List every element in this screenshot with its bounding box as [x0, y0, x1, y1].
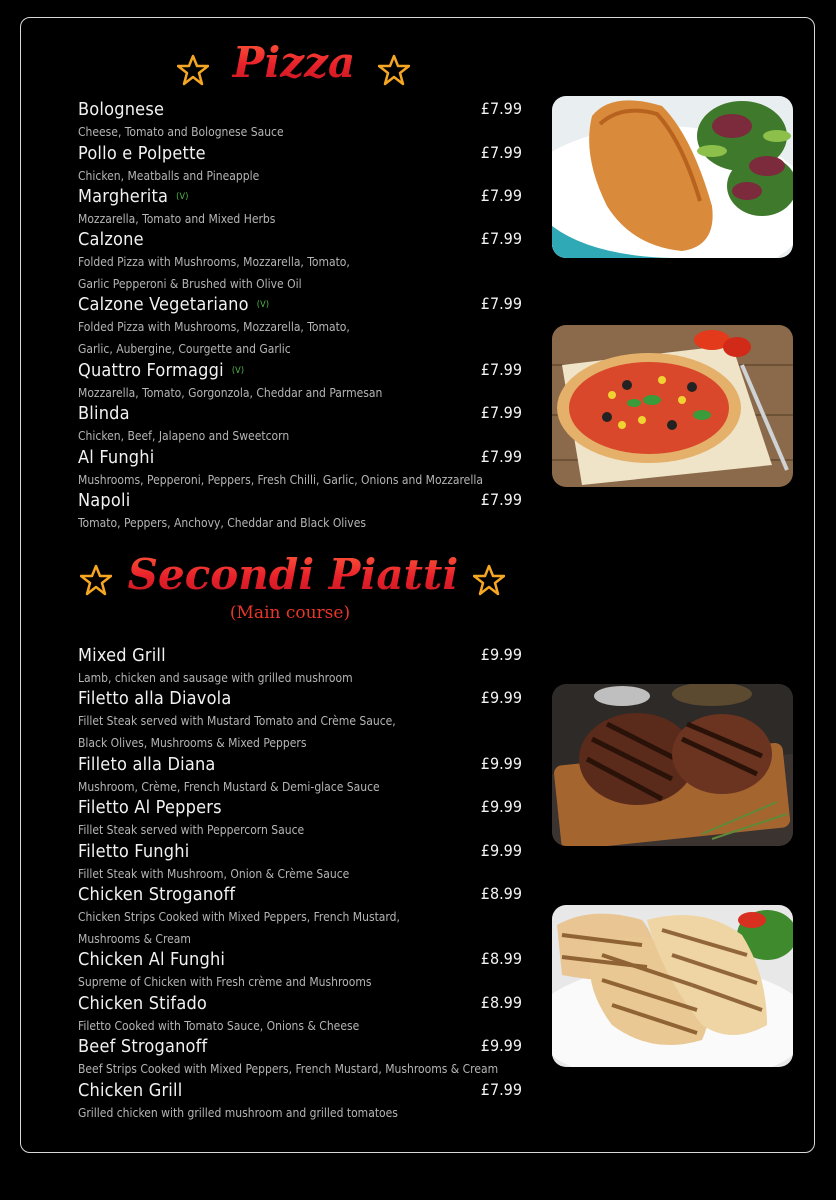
item-description: Black Olives, Mushrooms & Mixed Peppers: [78, 735, 307, 750]
item-description: Chicken, Meatballs and Pineapple: [78, 169, 260, 183]
item-name-text: Filetto Al Peppers: [78, 797, 222, 818]
item-description: Beef Strips Cooked with Mixed Peppers, French Mustard, Mushrooms & Cream: [78, 1062, 499, 1076]
item-description: Chicken Strips Cooked with Mixed Peppers, French Mustard,: [78, 910, 400, 924]
item-name: [78, 294, 269, 315]
item-price: £7.99: [480, 186, 522, 205]
item-name: [78, 447, 154, 468]
item-name-text: Chicken Stroganoff: [78, 884, 236, 905]
star-icon: [80, 564, 112, 596]
item-name-text: Mixed Grill: [78, 645, 166, 666]
item-price: £9.99: [480, 645, 522, 664]
item-name-text: Beef Stroganoff: [78, 1036, 208, 1057]
star-icon: [177, 54, 209, 86]
item-description: Mozzarella, Tomato and Mixed Herbs: [78, 212, 276, 226]
vegetarian-badge: (V): [176, 192, 189, 202]
item-name-text: Filetto Funghi: [78, 841, 190, 862]
item-price: £7.99: [480, 1080, 522, 1099]
item-price: £8.99: [480, 884, 522, 903]
item-name: [78, 229, 144, 250]
item-description: Garlic, Aubergine, Courgette and Garlic: [78, 341, 291, 356]
item-price: £7.99: [480, 490, 522, 509]
item-name-text: Napoli: [78, 490, 131, 511]
pizza-heading: Pizza: [215, 38, 373, 87]
item-name-text: Pollo e Polpette: [78, 143, 206, 164]
item-description: Mozzarella, Tomato, Gorgonzola, Cheddar and Parmesan: [78, 386, 383, 400]
item-description: Mushrooms, Pepperoni, Peppers, Fresh Chilli, Garlic, Onions and Mozzarella: [78, 473, 483, 487]
item-price: £9.99: [480, 688, 522, 707]
pizza-photo: [552, 325, 793, 487]
item-description: Garlic Pepperoni & Brushed with Olive Oil: [78, 276, 302, 291]
item-price: £9.99: [480, 797, 522, 816]
item-name-text: Margherita: [78, 186, 169, 207]
star-icon: [378, 54, 410, 86]
item-description: Folded Pizza with Mushrooms, Mozzarella, Tomato,: [78, 255, 350, 269]
item-name: [78, 797, 222, 818]
item-name: [78, 949, 225, 970]
item-name: [78, 360, 244, 381]
item-price: £9.99: [480, 841, 522, 860]
item-name: [78, 841, 189, 862]
item-name-text: Al Funghi: [78, 447, 155, 468]
item-name: [78, 403, 130, 424]
item-name-text: Filleto alla Diana: [78, 754, 216, 775]
item-price: £7.99: [480, 294, 522, 313]
grilled-chicken-photo: [552, 905, 793, 1067]
item-name-text: Quattro Formaggi: [78, 360, 224, 381]
item-name-text: Chicken Grill: [78, 1080, 183, 1101]
item-description: Lamb, chicken and sausage with grilled mushroom: [78, 671, 353, 685]
item-description: Tomato, Peppers, Anchovy, Cheddar and Black Olives: [78, 516, 366, 530]
item-price: £8.99: [480, 993, 522, 1012]
steak-photo: [552, 684, 793, 846]
item-description: Filetto Cooked with Tomato Sauce, Onions & Cheese: [78, 1019, 360, 1033]
vegetarian-badge: (V): [256, 300, 270, 310]
item-description: Cheese, Tomato and Bolognese Sauce: [78, 125, 284, 139]
item-price: £9.99: [480, 754, 522, 773]
item-name: [78, 1080, 182, 1101]
item-price: £7.99: [480, 360, 522, 379]
item-description: Mushrooms & Cream: [78, 931, 191, 946]
secondi-subtitle: (Main course): [229, 603, 351, 623]
item-name-text: Blinda: [78, 403, 130, 424]
item-description: Grilled chicken with grilled mushroom and grilled tomatoes: [78, 1106, 398, 1120]
item-name: [78, 490, 130, 511]
item-price: £7.99: [480, 99, 522, 118]
item-price: £7.99: [480, 447, 522, 466]
item-name: [78, 688, 232, 709]
item-name: [78, 884, 235, 905]
item-name-text: Chicken Al Funghi: [78, 949, 226, 970]
item-name: [78, 993, 207, 1014]
item-name: [78, 645, 166, 666]
calzone-photo: [552, 96, 793, 258]
item-name-text: Chicken Stifado: [78, 993, 208, 1014]
item-description: Mushroom, Crème, French Mustard & Demi-glace Sauce: [78, 780, 380, 794]
vegetarian-badge: (V): [231, 366, 245, 376]
item-description: Supreme of Chicken with Fresh crème and Mushrooms: [78, 975, 372, 989]
item-price: £7.99: [480, 403, 522, 422]
item-price: £7.99: [480, 143, 522, 162]
item-name: [78, 1036, 207, 1057]
star-icon: [473, 564, 505, 596]
item-description: Folded Pizza with Mushrooms, Mozzarella, Tomato,: [78, 320, 350, 334]
item-price: £7.99: [480, 229, 522, 248]
item-name: [78, 186, 189, 207]
item-name: [78, 99, 164, 120]
item-price: £8.99: [480, 949, 522, 968]
item-description: Fillet Steak with Mushroom, Onion & Crème Sauce: [78, 867, 350, 881]
item-description: Fillet Steak served with Peppercorn Sauce: [78, 823, 305, 837]
secondi-heading: Secondi Piatti: [118, 550, 468, 599]
item-name-text: Calzone: [78, 229, 144, 250]
item-name-text: Filetto alla Diavola: [78, 688, 232, 709]
item-description: Fillet Steak served with Mustard Tomato and Crème Sauce,: [78, 714, 396, 728]
item-price: £9.99: [480, 1036, 522, 1055]
item-name: [78, 754, 216, 775]
item-name-text: Calzone Vegetariano: [78, 294, 249, 315]
item-name-text: Bolognese: [78, 99, 165, 120]
item-description: Chicken, Beef, Jalapeno and Sweetcorn: [78, 429, 290, 443]
item-name: [78, 143, 206, 164]
